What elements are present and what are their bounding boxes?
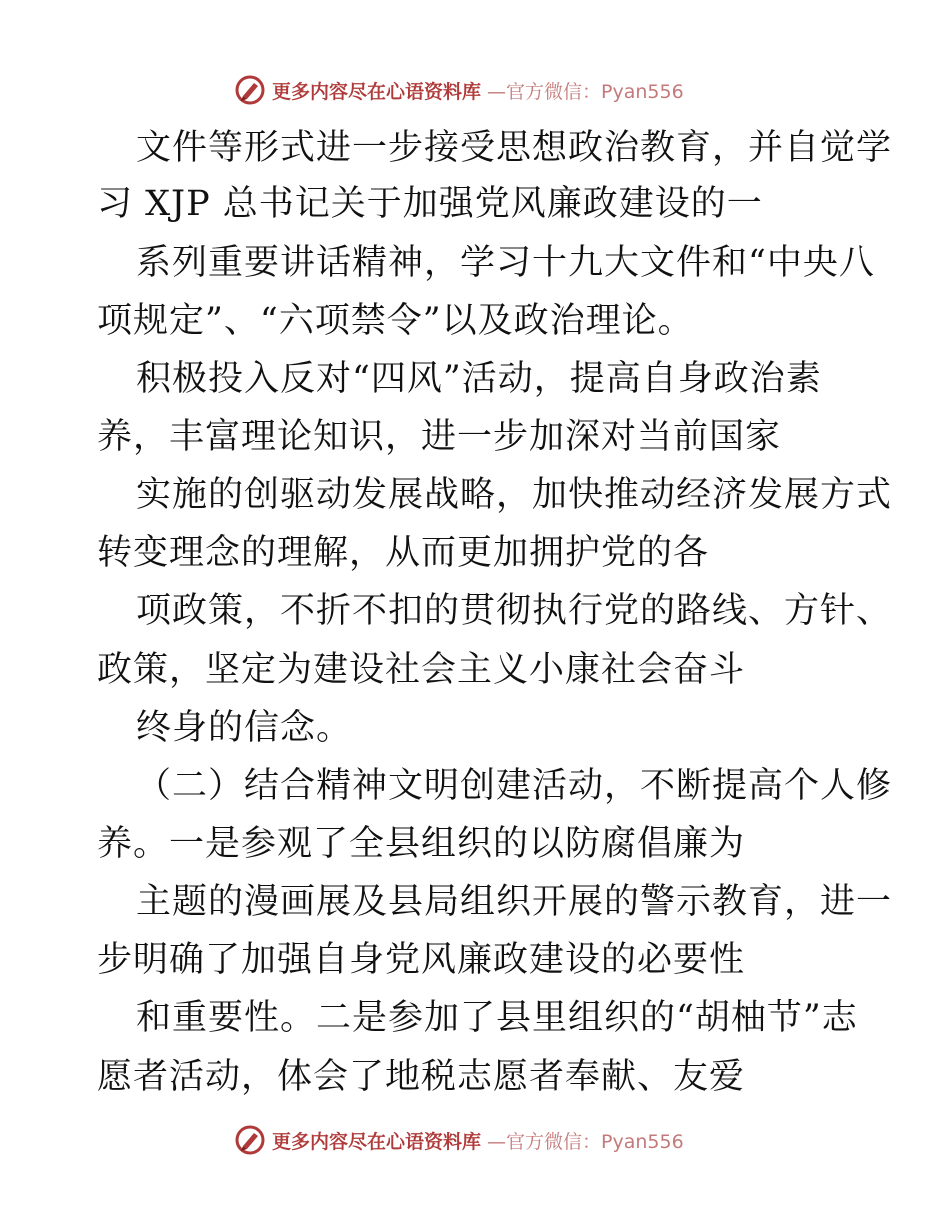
text-line: 养。一是参观了全县组织的以防腐倡廉为: [97, 824, 746, 864]
text-line: 项规定”、“六项禁令”以及政治理论。: [97, 301, 694, 341]
text-line: 文件等形式进一步接受思想政治教育，并自觉学: [136, 128, 893, 168]
watermark-main-text: 更多内容尽在心语资料库: [272, 1130, 482, 1153]
pen-circle-logo-icon: [234, 1124, 266, 1156]
text-line: 系列重要讲话精神，学习十九大文件和“中央八: [136, 243, 875, 283]
text-line: 养，丰富理论知识，进一步加深对当前国家: [97, 417, 782, 457]
footer-watermark: [234, 1122, 684, 1158]
text-line: 实施的创驱动发展战略，加快推动经济发展方式: [136, 475, 893, 515]
watermark-main-text: 更多内容尽在心语资料库: [272, 80, 482, 103]
section-heading-line: （二）结合精神文明创建活动，不断提高个人修: [136, 766, 893, 806]
text-line: 步明确了加强自身党风廉政建设的必要性: [97, 940, 746, 980]
text-line: 和重要性。二是参加了县里组织的“胡柚节”志: [136, 998, 858, 1038]
header-watermark: [234, 72, 684, 108]
text-line: 政策，坚定为建设社会主义小康社会奋斗: [97, 650, 746, 690]
text-line: 终身的信念。: [136, 708, 353, 748]
text-line: 愿者活动，体会了地税志愿者奉献、友爱: [97, 1057, 746, 1097]
text-line: 习 XJP 总书记关于加强党风廉政建设的一: [97, 184, 763, 224]
text-line: 主题的漫画展及县局组织开展的警示教育，进一: [136, 882, 893, 922]
text-line: 积极投入反对“四风”活动，提高自身政治素: [136, 359, 822, 399]
watermark-sub-text: —官方微信：Pyan556: [487, 80, 684, 103]
text-line: 转变理念的理解，从而更加拥护党的各: [97, 533, 710, 573]
watermark-sub-text: —官方微信：Pyan556: [487, 1130, 684, 1153]
text-line: 项政策，不折不扣的贯彻执行党的路线、方针、: [136, 591, 893, 631]
pen-circle-logo-icon: [234, 74, 266, 106]
